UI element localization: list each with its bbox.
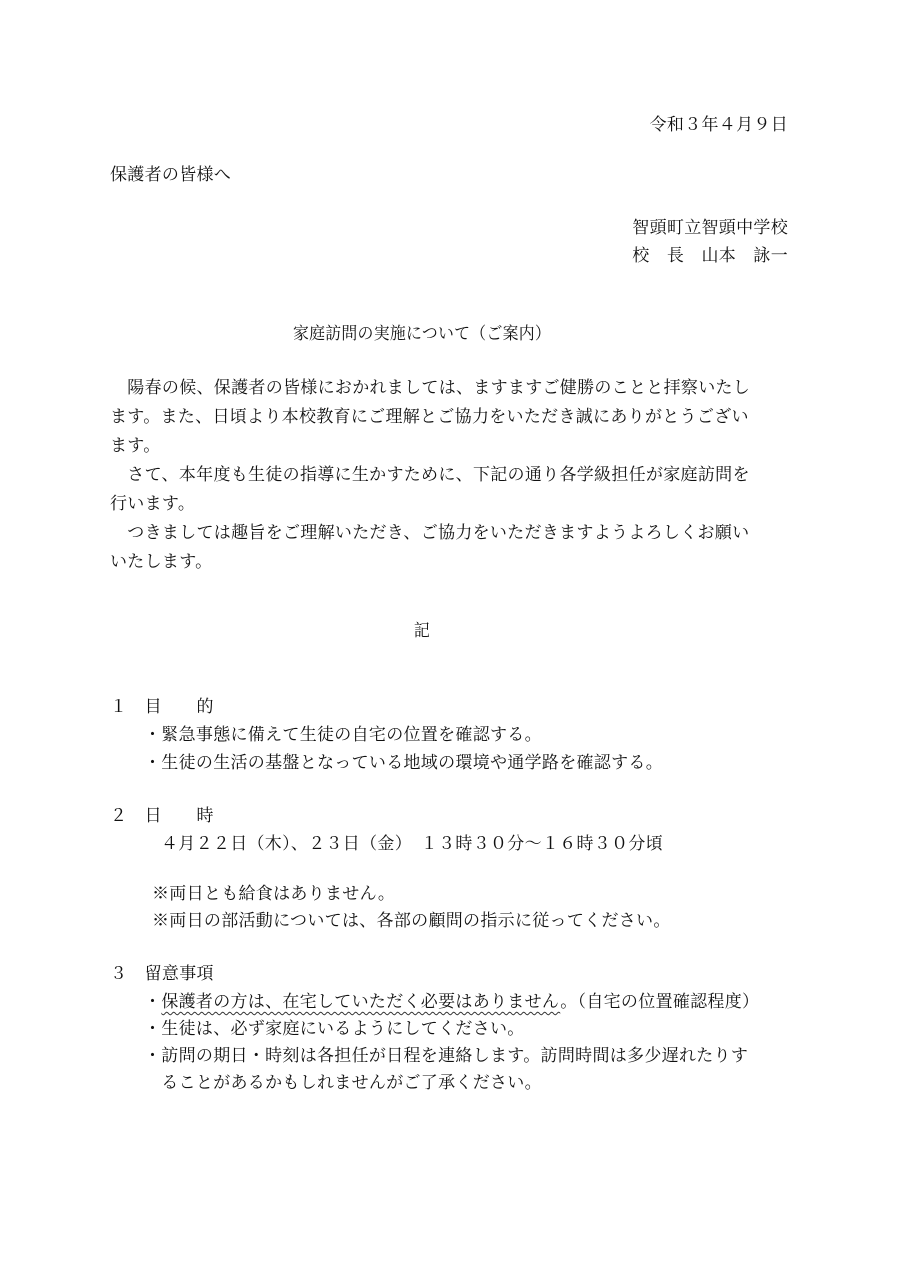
sender-principal: 校 長 山本 詠一 [632, 246, 788, 266]
body-line: 行います。 [110, 494, 196, 514]
document-title: 家庭訪問の実施について（ご案内） [292, 324, 552, 344]
section-3-item-continued: ることがあるかもしれませんがご了承ください。 [144, 1073, 542, 1093]
body-line: ます。 [110, 436, 161, 456]
body-line: いたします。 [110, 552, 213, 572]
section-2-note: ※両日とも給食はありません。 [152, 884, 396, 904]
section-1-heading: １ 目 的 [110, 697, 214, 717]
sender-school: 智頭町立智頭中学校 [632, 218, 788, 238]
item-rest: 。（自宅の位置確認程度） [560, 992, 760, 1012]
section-2-heading: ２ 日 時 [110, 806, 214, 826]
underlined-text: 保護者の方は、在宅していただく必要はありません [161, 992, 561, 1012]
body-line: さて、本年度も生徒の指導に生かすために、下記の通り各学級担任が家庭訪問を [110, 465, 750, 485]
section-1-item: ・緊急事態に備えて生徒の自宅の位置を確認する。 [144, 725, 542, 745]
section-2-schedule: ４月２２日（木）、２３日（金） １３時３０分～１６時３０分頃 [161, 834, 663, 854]
bullet: ・ [144, 992, 162, 1012]
section-2-note: ※両日の部活動については、各部の顧問の指示に従ってください。 [152, 911, 671, 931]
document-date: 令和３年４月９日 [649, 115, 788, 135]
addressee: 保護者の皆様へ [110, 165, 232, 185]
body-line: ます。また、日頃より本校教育にご理解とご協力をいただき誠にありがとうござい [110, 407, 749, 427]
section-3-item: ・訪問の期日・時刻は各担任が日程を連絡します。訪問時間は多少遅れたりす [144, 1046, 749, 1066]
section-3-item [144, 988, 759, 1016]
section-1-item: ・生徒の生活の基盤となっている地域の環境や通学路を確認する。 [144, 753, 663, 773]
section-3-heading: ３ 留意事項 [110, 964, 214, 984]
body-line: つきましては趣旨をご理解いただき、ご協力をいただきますようよろしくお願い [110, 523, 750, 543]
body-line: 陽春の候、保護者の皆様におかれましては、ますますご健勝のことと拝察いたし [110, 378, 751, 398]
section-3-item: ・生徒は、必ず家庭にいるようにしてください。 [144, 1019, 525, 1039]
ki-heading: 記 [413, 621, 431, 641]
